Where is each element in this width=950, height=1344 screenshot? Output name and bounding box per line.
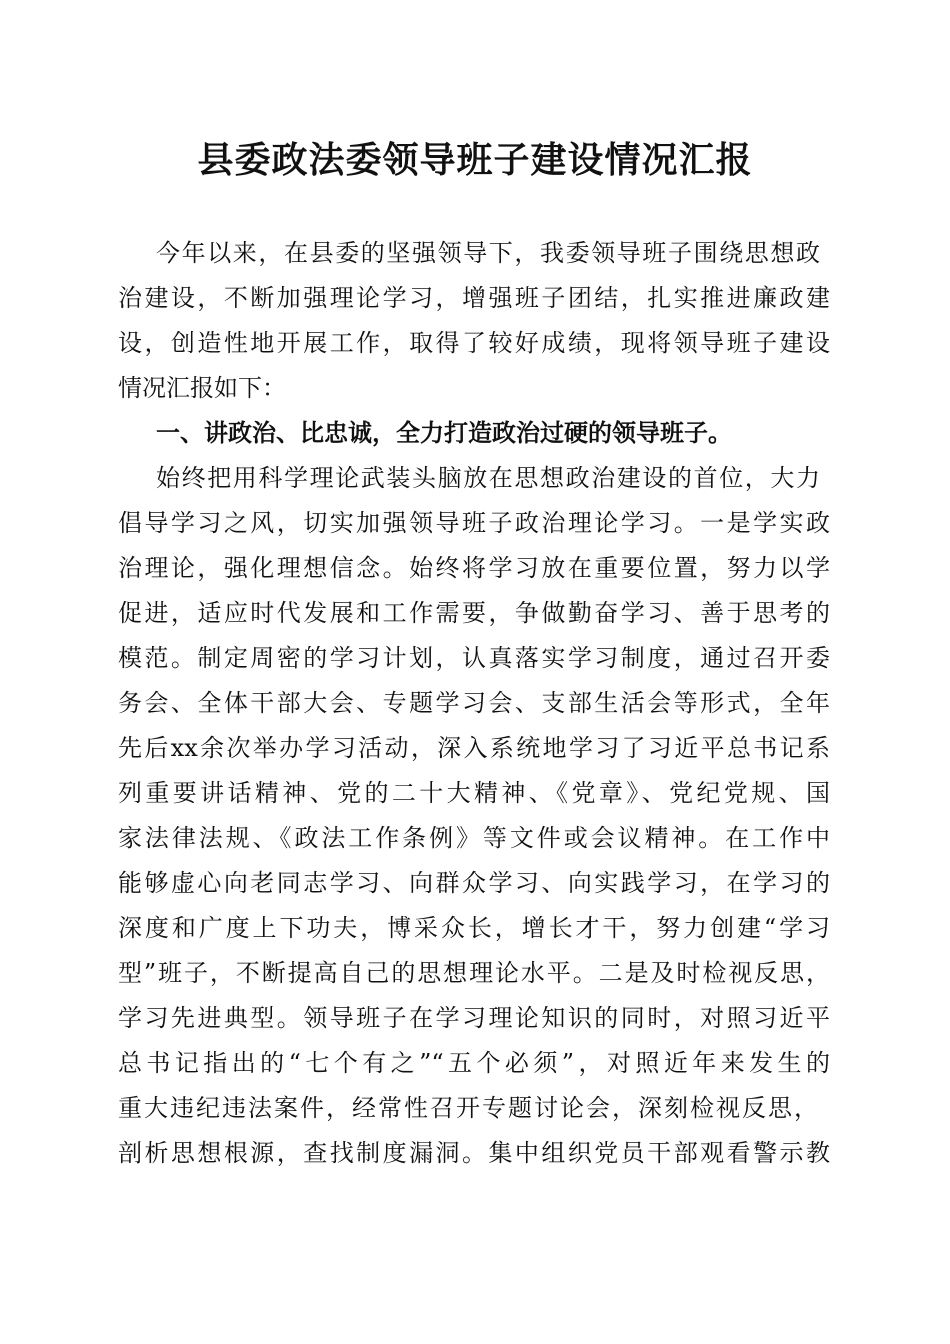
intro-line: 情况汇报如下：	[118, 374, 286, 402]
body-line: 剖析思想根源，查找制度漏洞。集中组织党员干部观看警示教	[118, 1139, 830, 1167]
intro-line: 设，创造性地开展工作，取得了较好成绩，现将领导班子建设	[118, 329, 830, 357]
body-line: 学习先进典型。领导班子在学习理论知识的同时，对照习近平	[118, 1004, 830, 1032]
body-line: 模范。制定周密的学习计划，认真落实学习制度，通过召开委	[118, 644, 830, 672]
intro-line: 今年以来，在县委的坚强领导下，我委领导班子围绕思想政	[156, 239, 820, 267]
body-line: 倡导学习之风，切实加强领导班子政治理论学习。一是学实政	[118, 509, 830, 537]
body-line: 总书记指出的“七个有之”“五个必须”，对照近年来发生的	[118, 1049, 830, 1077]
body-line: 重大违纪违法案件，经常性召开专题讨论会，深刻检视反思，	[118, 1094, 818, 1122]
body-line: 家法律法规、《政法工作条例》等文件或会议精神。在工作中	[118, 824, 830, 852]
intro-line: 治建设，不断加强理论学习，增强班子团结，扎实推进廉政建	[118, 284, 830, 312]
body-line: 能够虚心向老同志学习、向群众学习、向实践学习，在学习的	[118, 869, 830, 897]
document-title: 县委政法委领导班子建设情况汇报	[197, 139, 753, 181]
body-line: 型”班子，不断提高自己的思想理论水平。二是及时检视反思，	[118, 959, 830, 987]
body-line: 始终把用科学理论武装头脑放在思想政治建设的首位，大力	[156, 464, 820, 492]
body-line: 务会、全体干部大会、专题学习会、支部生活会等形式，全年	[118, 689, 830, 717]
body-line: 深度和广度上下功夫，博采众长，增长才干，努力创建“学习	[118, 914, 830, 942]
body-line: 先后xx余次举办学习活动，深入系统地学习了习近平总书记系	[118, 734, 830, 762]
section-heading: 一、讲政治、比忠诚，全力打造政治过硬的领导班子。	[156, 419, 732, 447]
body-line: 促进，适应时代发展和工作需要，争做勤奋学习、善于思考的	[118, 599, 830, 627]
body-line: 治理论，强化理想信念。始终将学习放在重要位置，努力以学	[118, 554, 830, 582]
body-line: 列重要讲话精神、党的二十大精神、《党章》、党纪党规、国	[118, 779, 830, 807]
